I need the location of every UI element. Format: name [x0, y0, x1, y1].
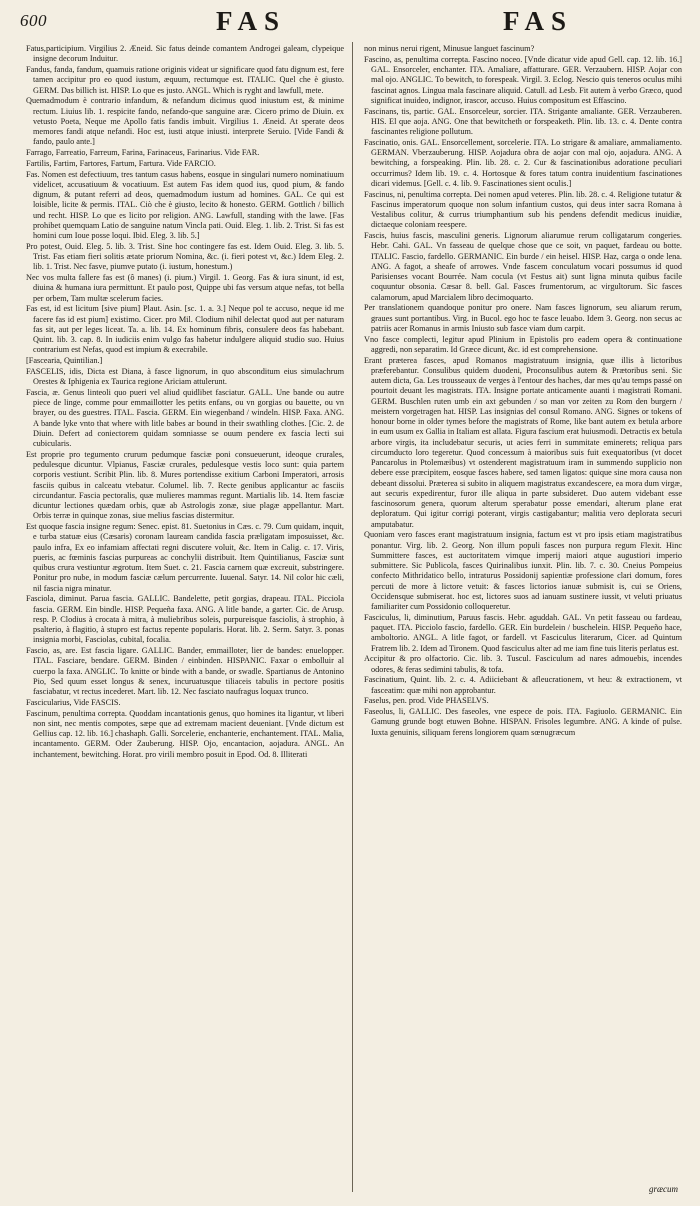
left-running-head: FAS: [216, 6, 287, 36]
dictionary-entry: [Fascearia, Quintilian.]: [26, 356, 103, 365]
dictionary-entry: Erant præterea fasces, apud Romanos magistratuum insignia, quæ illis à lictoribus præferebantur. Consulibus quidem duodeni, Proconsulibus autem & Prætoribus seni. Sic autem dicta, Ga. Les trousseaux de verges à l'entour des haches, dar mes qu'au temps passé on pourtoit deuant les magistrats. ITA. Insigne portate anticamente auanti i magistrati Romani. GERM. Buschlen ruten umb ein axt gebunden / so man vor zeiten zu Rom den burgern / meistern vorgetragen hat. HISP. Las insignias del consul Romano. ANG. Signes or tokens of honour borne in older tymes before the magistrats of Rome, like bant autem ex betula arbore in eum usum ex Gallia in Italiam est allata. Figura fascium erat huiusmodi. Detractis ex betula arbore virgis, ita includebatur securis, ut acies ferri in summitate eminerets; reliqua pars circumducto loro tegeretur. Quod concessum à maioribus suis fuit exequatoribus (vt docet Pancarolus in Ptolemæibus) vt ostenderent magistratuum iram in summendo supplicio non debere esse præcipitem, eosque fasces habere, sed tamen ligatos: quique sine mora causa non debeant dissolui. Præterea si subito in aliquem magistratus excandescere, ea mora dum virgæ, aut securis expedirentur, furor ille aliqua in parte subsideret. Duo autem videbant esse fascinosorum genera, quorum alterum sperabatur posse emendari, alterum plane erat deploratum. Qui igitur corrigi poterant, virgis castigabantur; malitia vero deplorata securi amputabatur.: [364, 355, 682, 529]
dictionary-entry: Fascinatio, onis. GAL. Ensorcellement, sorcelerie. ITA. Lo strigare & amaliare, ammaliamento. GERMAN. Vberzauberung. HISP. Aojadura obra de aojar con mal ojo, aojadura. ANG. A bewitching, a forspeaking. Plin. lib. 28. c. 2. Cur & fascinationibus adoratione peculiari occurrimus? Idem lib. 19. c. 4. Hortosque & fores tatum contra inuidentium fascinationes dicari videmus. [Gell. c. 4. lib. 9. Fascinationes sient oculis.]: [364, 137, 682, 188]
dictionary-entry: Fasciola, diminut. Parua fascia. GALLIC. Bandelette, petit gorgias, drapeau. ITAL. Picciola fascia. GERM. Ein bindle. HISP. Pequeña faxa. ANG. A litle bande, a garter. Cic. de Arusp. resp. P. Clodius à crocata à mitra, à muliebribus soleis, purpureisque fasciolis, à strophio, à psalterio, à flagitio, à stupro est factus repente popularis. Horat. lib. 2. Serm. Satyr. 3. ponas insignia morbi, Fasciolas, cubital, focalia.: [26, 594, 344, 645]
dictionary-entry: FASCELIS, idis, Dicta est Diana, à fasce lignorum, in quo absconditum eius simulachrum Orestes & Iphigenia ex Taurica regione Ariciam attulerunt.: [26, 366, 344, 386]
dictionary-entry: Faselus, pen. prod. Vide PHASELVS.: [364, 696, 489, 706]
dictionary-entry: Fascis, huius fascis, masculini generis. Lignorum aliarumue rerum colligatarum congeries. Hebr. Cahi. GAL. Vn fasseau de quelque chose que ce soit, vn paquet, fardeau ou botte. ITALIC. Fascio, fardello. GERMANIC. Ein burde / ein heisel. HISP. Haz, carga o onde lena. ANG. A fagot, a sheafe of arrowes. Vnde fascem conculatum vocari possumus id quod Parisienses vocant Bourrée. Nam cocula (vt Festus ait) sunt ligna minuta quibus facile coquuntur obsonia. Cæsar 8. bell. Gal. Fasces frumentorum, ac virgultorum. Sic fasces calamorum, apud Marcialem libro decimoquarto.: [364, 231, 682, 302]
dictionary-entry: Accipitur & pro olfactorio. Cic. lib. 3. Tuscul. Fasciculum ad nares admouebis, incendes odores, & feras sedimini tabulis, & tofa.: [364, 654, 682, 674]
dictionary-entry: Quemadmodum è contrario infandum, & nefandum dicimus quod iniustum est, & minime rectum. Liuius lib. 1. respicite fando, nefando-que sanguine aræ. Cicero primo de Diuin. ex vetusto Poeta, Neque me Apollo fatis fandis imbuit. Virgilius 1. Æneid. At sperate deos memores fandi atque nefandi. Hoc est, iusti atque iniusti. interprete Seruio. [Vide Fandi & fando, paulo ante.]: [26, 96, 344, 147]
dictionary-entry: Vno fasce complecti, legitur apud Plinium in Epistolis pro eadem opera & continuatione aggredi, non separatim. Id Græce dicunt, &c. id est comprehensione.: [364, 334, 682, 354]
dictionary-entry: Fas est, id est licitum [sive pium] Plaut. Asin. [sc. 1. a. 3.] Neque pol te accuso, neque id me facere fas id est pium] existimo. Cicer. pro Mil. Clodium nihil delectat quod aut per naturam fas sit, aut per leges liceat. Ta. a. lib. 14. Ex hominum fibris, consulere deos fas habebant. Quint. lib. 3. cap. 8. In iudiciis enim vulgo fas habetur indulgere aliquid studio suo. Huius contrarium est Nefas, quod est impium & execrabile.: [26, 304, 344, 355]
dictionary-entry: Est quoque fascia insigne regum: Senec. epist. 81. Suetonius in Cæs. c. 79. Cum quidam, inquit, e turba statuæ eius (Cæsaris) coronam lauream candida fascia præligatam imposuisset, &c. paulo infra, Ex eo infamiam affectati regni discutere voluit, &c. Item in Calig. c. 17. Viris, pueris, ac fœminis fascias purpureas ac conchylii distribuit. Item Quintilianus, Fasciæ sunt quibus crura vestiuntur ægrotum. Item Suet. c. 21. Fascia carnem quæ excreuit, substringere. Ponitur pro nube, in modum fasciæ cælum percurrente. Iuuenal. Satyr. 14. Nil color hic cæli, nil fascia nigra minatur.: [26, 522, 344, 593]
dictionary-entry: Fascicularius, Vide FASCIS.: [26, 697, 121, 707]
dictionary-entry: Fascio, as, are. Est fascia ligare. GALLIC. Bander, emmailloter, lier de bandes: enuelopper. ITAL. Fasciare, bendare. GERM. Binden / einbinden. HISPANIC. Faxar o embolluir al cuerpo la faxa. ANGLIC. To knitte or binde with a bande, or swadle. Spartianus de Antonino Pio, Sed quum esset longus & senex, incuruatusque tiliaceis tabulis in pectore positis fasciabatur, vt rectus incederet. Mart. lib. 12. Nec fasciato naufragus loquax trunco.: [26, 646, 344, 696]
dictionary-entry: Fascinatium, Quint. lib. 2. c. 4. Adiiciebant & afleucrationem, vt heu: & extractionem, vt fasceatim: quæ mihi non approbantur.: [364, 675, 682, 695]
dictionary-entry: Fascino, as, penultima correpta. Fascino noceo. [Vnde dicatur vide apud Gell. cap. 12. lib. 16.] GAL. Ensorceler, enchanter. ITA. Amaliare, affatturare. GER. Verzaubern. HISP. Aojar con mal ojo. ANGLIC. To bewitch, to forespeak. Virgil. 3. Eclog. Nescio quis teneros oculus mihi fascinat agnos. Lingua mala fascinare aliquid. Catull. ad Lesb. Fit autem à verbo Græco, quod significat inuideo, indignor, irascor, accuso. Huius compositum est Effascino.: [364, 54, 682, 105]
dictionary-entry: Per translationem quandoque ponitur pro onere. Nam fasces lignorum, seu aliarum rerum, graues sunt portantibus. Virg. in Bucol. ego hoc te fasce leuabo. Idem 3. Georg. non secus ac patriis acer Romanus in armis Iniusto sub fasce viam dum carpit.: [364, 303, 682, 333]
right-column: [364, 44, 682, 1194]
page-header: [0, 0, 700, 40]
dictionary-entry: Faseolus, li, GALLIC. Des faseoles, vne espece de pois. ITA. Fagiuolo. GERMANIC. Ein Gamung grunde bogt etuwen Bohne. HISPAN. Frisoles legumbre. ANG. A kinde of pulse. Iuxta genuinis, siliquam ferens longiorem quam sœnugræcum: [364, 707, 682, 737]
left-column: [26, 44, 344, 1194]
dictionary-entry: Quoniam vero fasces erant magistratuum insignia, factum est vt pro ipsis etiam magistratibus ponantur. Virg. lib. 2. Georg. Non illum populi fasces non purpura regum Flexit. Hinc Summittere fasces, est auctoritatem vimque imperij maiori atque augustiori imperio submittere. Sic Publicola, fasces Quirinalibus iunxit. Plin. lib. 7. c. 30. Cneius Pompeius confecto Mithridatico bello, intraturus Possidonij sapientiæ professione clari domum, fores percuti de more à lictore vetuit: & fasces lictorios ianuæ submisit is, cui se Oriens, Occidensque submiserat. hoc est, lictores suos ad ianuam sustinere iussit, vt veluti priuatus familiariter cum Possidonio colloqueretur.: [364, 530, 682, 611]
column-divider: [352, 42, 353, 1192]
dictionary-entry: Fandus, fanda, fandum, quamuis ratione originis videat ur significare quod fatu dignum est, fere tamen accipitur pro eo quod iustum, æquum, rectumque est. ITALIC. Quel che è giusto. GERM. Das billich ist. HISP. Lo que es justo. ANGL. Which is ryght and lawfull, mete.: [26, 65, 344, 95]
dictionary-entry: Fas. Nomen est defectiuum, tres tantum casus habens, eosque in singulari numero nominatiuum videlicet, accusatiuum & vocatiuum. Est autem Fas idem quod ius, quod pium, & fando dignum, & putant referri ad deos, quemadmodum iustum ad homines. GAL. Ce qui est loisible, licite & permis. ITAL. Ciò che è giusto, lecito & honesto. GERM. Gottlich / billich und recht. HISP. Lo que es licito por religion. ANG. Lawfull, standing with the lawe. [Fas prohibet quemquam Latio de sanguine natum Vincla pati. Ouid. Eleg. 1. lib. 2. Trist. Si fas est homini cum Ioue posse loqui. Ibid. Eleg. 3. lib. 5.]: [26, 169, 344, 240]
catchword: græcum: [649, 1184, 678, 1194]
dictionary-entry: Fatus,participium. Virgilius 2. Æneid. Sic fatus deinde comantem Androgei galeam, clypeique insigne decorum Induitur.: [26, 44, 344, 64]
dictionary-entry: Fascinus, ni, penultima correpta. Dei nomen apud veteres. Plin. lib. 28. c. 4. Religione tutatur & Fascinus imperatorum quoque non solum infantium custos, qui deus inter sacra Romana à Vestalibus colitur, & currus triumphantium sub his pendens defendit medicus inuidiæ, dictaeque coloniam reespere.: [364, 189, 682, 230]
dictionary-entry: Nec vos multa fallere fas est (ô manes) (i. pium.) Virgil. 1. Georg. Fas & iura sinunt, id est, diuina & humana iura permittunt. Et paulo post, Quippe ubi fas versum atque nefas, tot bella per orbem, Tam multæ scelerum facies.: [26, 273, 344, 303]
dictionary-entry: Pro potest, Ouid. Eleg. 5. lib. 3. Trist. Sine hoc contingere fas est. Idem Ouid. Eleg. 3. lib. 5. Trist. Fas etiam fieri solitis ætate priorum Nomina, &c. (i. fieri potest vt, &c.) Idem Eleg. 2. lib. 1. Trist. Nec fasve, piumve putato (i. iustum, honestum.): [26, 241, 344, 272]
dictionary-entry: Fascia, æ. Genus linteoli quo pueri vel aliud quidlibet fasciatur. GALL. Une bande ou autre piece de linge, comme pour emmaillotter les petits enfans, ou vn gorgias ou bauette, ou vn brayer, ou des guestres. ITAL. Fascia. GERM. Ein wiegenband / windeln. HISP. Faxa. ANG. A bande lyke vnto that where with litle babes ar bound in their swathling clothes. [Cic. 2. de Diuin. Defert ad coniectorem quidam somniasse se ouum pendere ex fascia lecti sui cubicularis.: [26, 387, 344, 448]
page-number: 600: [20, 11, 47, 30]
dictionary-entry: Est proprie pro tegumento crurum pedumque fasciæ poni consueuerunt, ideoque crurales, pedulesque dicuntur. Vlpianus, Fasciæ crurales, pedulesque vestis loco sunt: quia partem corporis vestiunt. Scribit Plin. lib. 8. Mures portendisse exitium Carboni Imperatori, arrosis fasciis quibus in calceatu vtebatur. Columel. lib. 7. Recte genibus applicantur ac fasciis circundantur. Fascia pectoralis, quæ mulieres mammas regunt. Martialis lib. 14. Item fasciæ dicuntur lectiones quædam orbis, quæ ab Astrologis zonæ, siue plagæ appellantur. Mart. Orbis terræ in quinque zonas, siue melius fascias distermitur.: [26, 449, 344, 521]
dictionary-entry: Fascinum, penultima correpta. Quoddam incantationis genus, quo homines ita ligantur, vt liberi non sint, nec mentis compotes, sæpe que ad extremam macient deueniant. [Vnde dictum est Gellius cap. 12. lib. 16.] chashaph. Galli. Sorcelerie, enchanterie, enchantement. ITAL. Malia, incantamento. GERM. Oder Zauberung. HISP. Ojo, encantacion, aojadura. ANGL. An inchantement, bewitching. Horat. pro virili membro posuit in Epod. Od. 8. Illiterati: [26, 708, 344, 759]
dictionary-entry: Fartilis, Fartim, Fartores, Fartum, Fartura. Vide FARCIO.: [26, 158, 216, 168]
right-running-head: FAS: [503, 6, 574, 36]
dictionary-entry: Fasciculus, li, diminutium, Paruus fascis. Hebr. aguddah. GAL. Vn petit fasseau ou fardeau, paquet. ITA. Picciolo fascio, fardello. GER. Ein burdelein / buschelein. HISP. Pequeño hace, amboltorio. ANGL. A litle fagot, or fardell. vt Fasciculus literarum, Cicer. ad Quintum Fratrem lib. 2. Idem ad Tironem. Quod fasciculus alter ad me iam fine tuis literis perlatus est.: [364, 612, 682, 653]
dictionary-entry: non minus nerui rigent, Minusue languet fascinum?: [364, 44, 535, 53]
dictionary-entry: Fascinans, tis, partic. GAL. Ensorceleur, sorcier. ITA. Strigante amaliante. GER. Verzauberen. HIS. El que aoja. ANG. One that bewitcheth or forspeaketh. Plin. lib. 13. c. 4. Dente contra fascinantes religione pollutum.: [364, 106, 682, 136]
dictionary-entry: Farrago, Farreatio, Farreum, Farina, Farinaceus, Farinarius. Vide FAR.: [26, 148, 260, 157]
